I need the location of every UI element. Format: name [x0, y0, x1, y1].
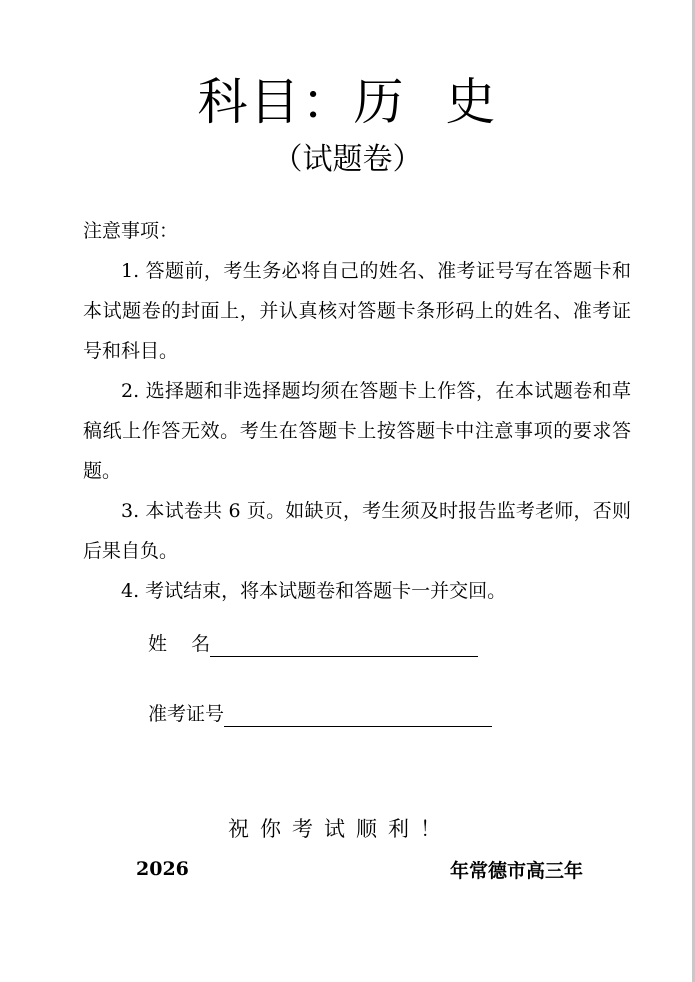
name-label: 姓 名	[148, 633, 211, 655]
subject-title-part1: 科目：历	[197, 73, 406, 131]
notice-item-1: 1. 答题前，考生务必将自己的姓名、准考证号写在答题卡和本试题卷的封面上，并认真核对答题卡条形码上的姓名、准考证号和科目。	[83, 260, 631, 362]
notice-item-2: 2. 选择题和非选择题均须在答题卡上作答，在本试题卷和草稿纸上作答无效。考生在答题卡上按答题卡中注意事项的要求答题。	[83, 380, 631, 482]
exam-organizer: 年常德市高三年	[450, 860, 584, 882]
name-underline	[210, 636, 478, 657]
exam-id-field	[148, 701, 492, 727]
exam-id-label: 准考证号	[148, 703, 225, 725]
subject-title-part2: 史	[445, 73, 498, 131]
exam-year: 2026	[136, 858, 189, 880]
exam-id-underline	[224, 706, 492, 727]
paper-type-subtitle: （试题卷）	[272, 142, 423, 177]
name-field	[148, 631, 478, 657]
notice-item-4: 4. 考试结束，将本试题卷和答题卡一并交回。	[121, 580, 507, 602]
notice-heading: 注意事项：	[83, 220, 179, 242]
subject-title	[0, 72, 695, 132]
good-luck-message: 祝你考试顺利！	[228, 817, 452, 841]
notice-item-3: 3. 本试卷共 6 页。如缺页，考生须及时报告监考老师，否则后果自负。	[83, 500, 631, 562]
